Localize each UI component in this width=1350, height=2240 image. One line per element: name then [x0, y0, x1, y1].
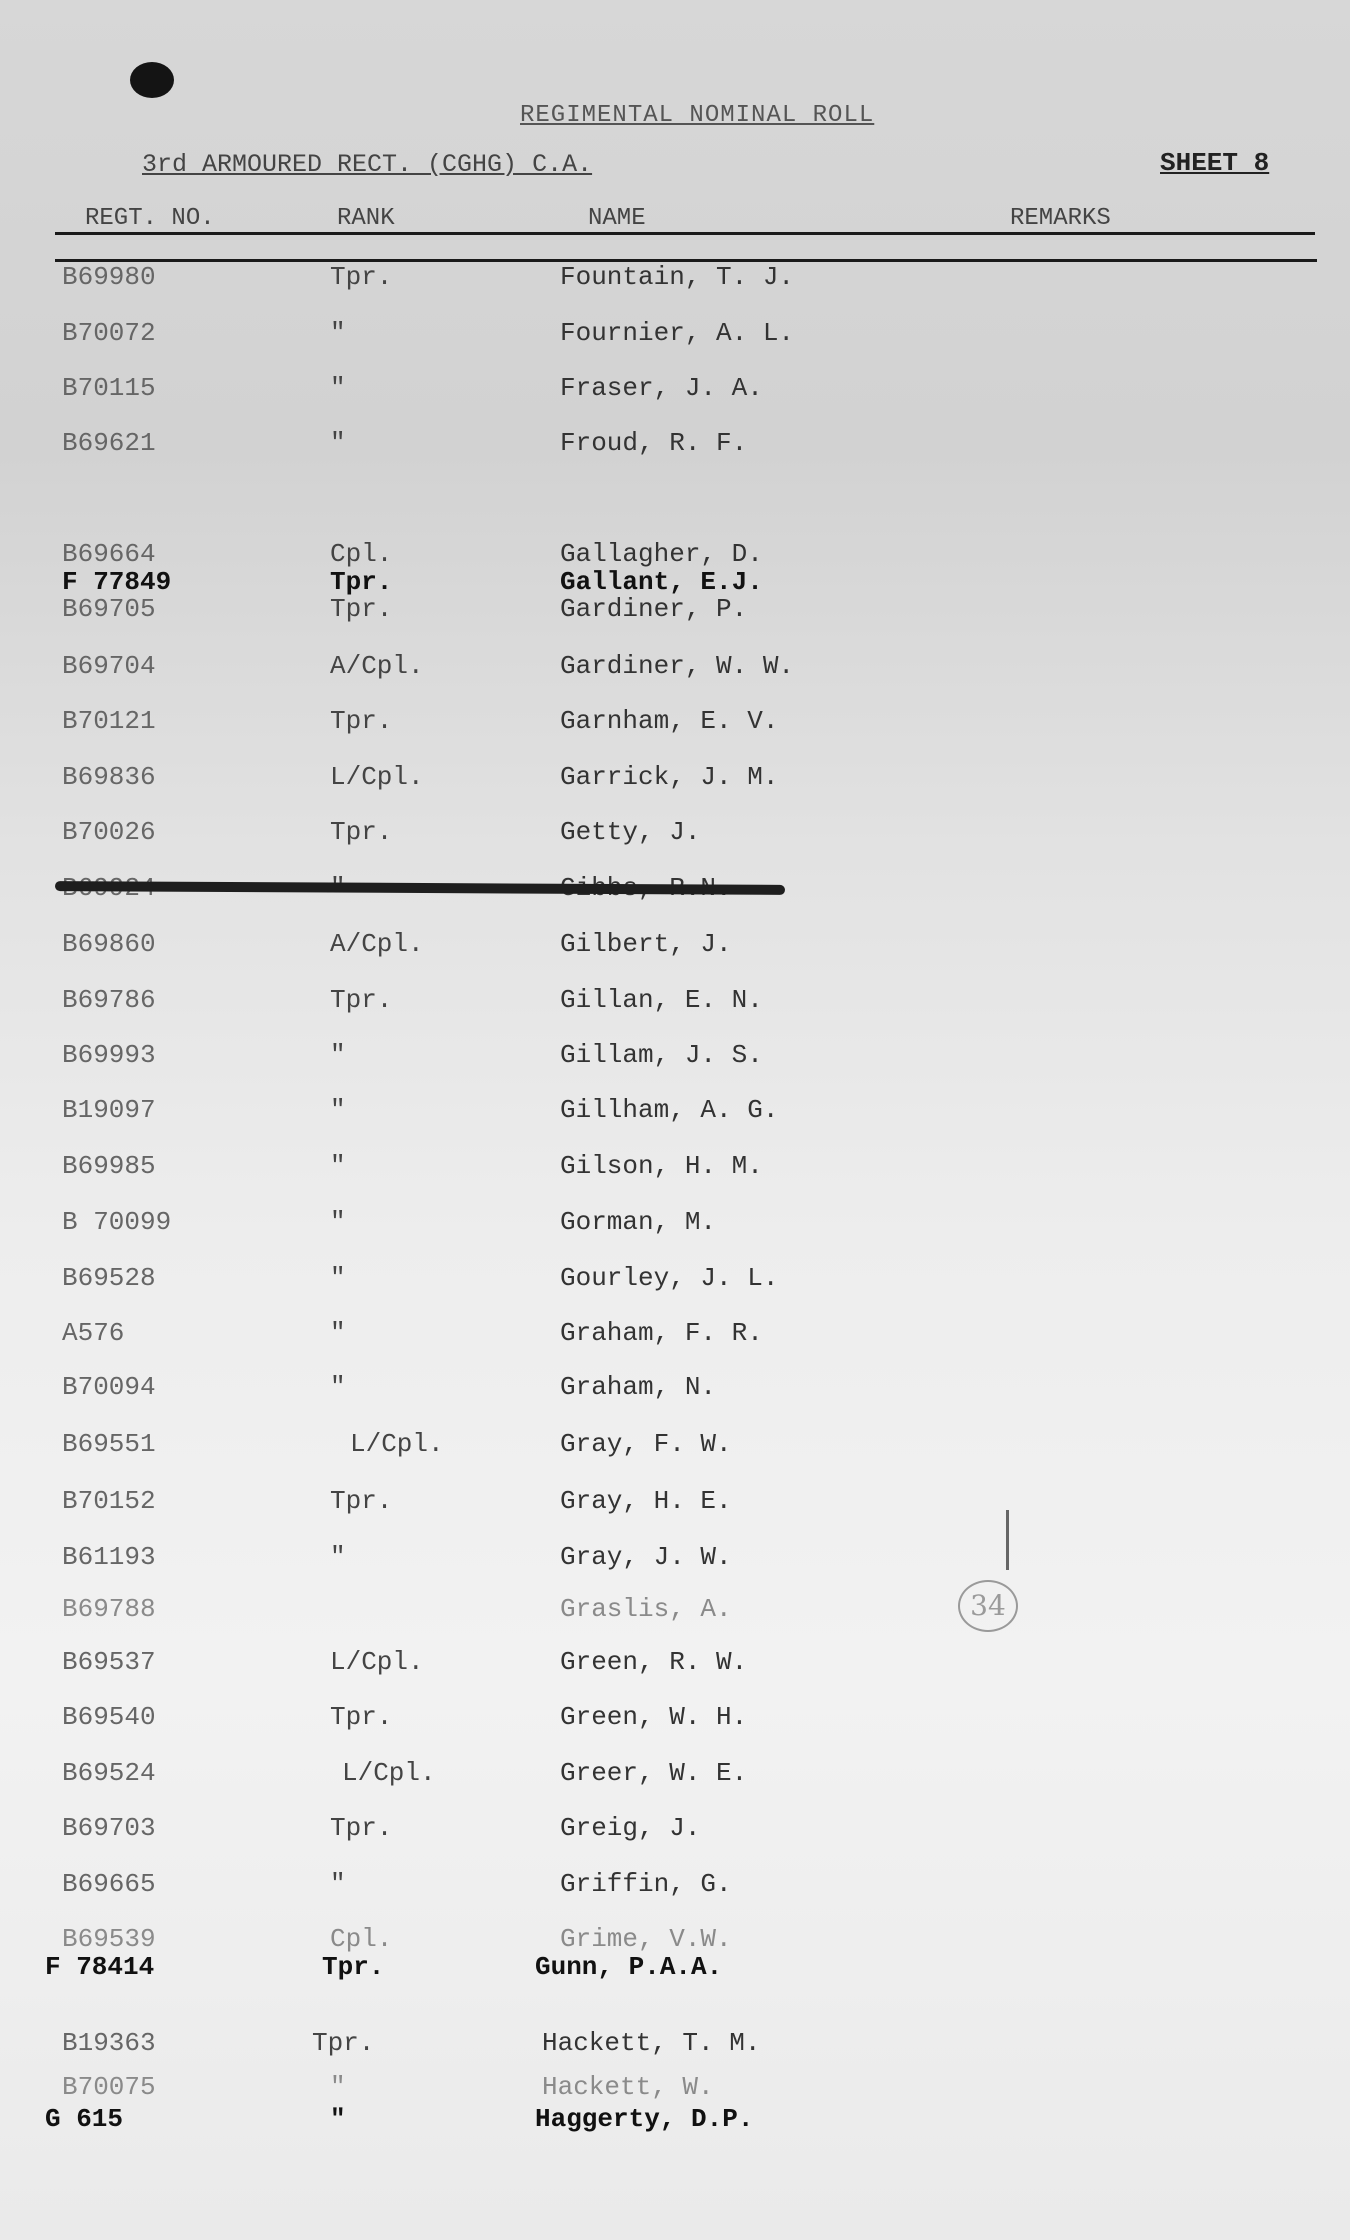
table-row: [0, 1594, 1350, 1628]
rank-cell: L/Cpl.: [330, 762, 424, 792]
regt-no-cell: B70152: [62, 1486, 156, 1516]
table-row: [0, 318, 1350, 352]
regt-no-cell: B69788: [62, 1594, 156, 1624]
rank-cell: Tpr.: [330, 1702, 393, 1732]
table-row: [0, 1542, 1350, 1576]
name-cell: Gillan, E. N.: [560, 985, 763, 1015]
table-row: [0, 985, 1350, 1019]
rank-cell: Tpr.: [330, 706, 393, 736]
regt-no-cell: B70072: [62, 318, 156, 348]
regt-no-cell: B19363: [62, 2028, 156, 2058]
sheet-number: SHEET 8: [1160, 148, 1270, 178]
regt-no-cell: B69786: [62, 985, 156, 1015]
rank-cell: Tpr.: [330, 594, 393, 624]
rank-cell: Tpr.: [312, 2028, 375, 2058]
regt-no-cell: B69539: [62, 1924, 156, 1954]
table-row: [0, 1151, 1350, 1185]
name-cell: Green, R. W.: [560, 1647, 748, 1677]
name-cell: Gillham, A. G.: [560, 1095, 779, 1125]
regt-no-cell: B69993: [62, 1040, 156, 1070]
table-row: [0, 1758, 1350, 1792]
rank-cell: ": [330, 1542, 346, 1572]
regt-no-cell: B70115: [62, 373, 156, 403]
name-cell: Froud, R. F.: [560, 428, 748, 458]
table-row: [0, 1207, 1350, 1241]
name-cell: Fraser, J. A.: [560, 373, 763, 403]
name-cell: Hackett, W.: [542, 2072, 714, 2102]
rank-cell: Tpr.: [330, 262, 393, 292]
table-row: [0, 1952, 1350, 1986]
table-row: [0, 1813, 1350, 1847]
column-header-rank: RANK: [337, 205, 395, 232]
table-row: [0, 1318, 1350, 1352]
rank-cell: A/Cpl.: [330, 929, 424, 959]
table-row: [0, 651, 1350, 685]
table-row: [0, 1869, 1350, 1903]
table-row: [0, 1263, 1350, 1297]
name-cell: Gallant, E.J.: [560, 567, 763, 597]
table-row: [0, 373, 1350, 407]
rank-cell: ": [330, 1095, 346, 1125]
regt-no-cell: G 615: [45, 2104, 124, 2134]
rank-cell: L/Cpl.: [330, 1647, 424, 1677]
table-row: [0, 2028, 1350, 2062]
regt-no-cell: B69985: [62, 1151, 156, 1181]
column-header-remarks: REMARKS: [1010, 205, 1111, 232]
regt-no-cell: B69524: [62, 1758, 156, 1788]
circled-page-note: 34: [958, 1580, 1018, 1632]
regt-no-cell: B 70099: [62, 1207, 172, 1237]
pencil-tick-mark: [1006, 1510, 1009, 1570]
rank-cell: ": [330, 428, 346, 458]
rank-cell: ": [330, 1151, 346, 1181]
rank-cell: ": [330, 373, 346, 403]
name-cell: Graslis, A.: [560, 1594, 732, 1624]
table-row: [0, 1040, 1350, 1074]
regt-no-cell: B69551: [62, 1429, 156, 1459]
name-cell: Garrick, J. M.: [560, 762, 779, 792]
rank-cell: Tpr.: [330, 1486, 393, 1516]
regt-no-cell: B69705: [62, 594, 156, 624]
name-cell: Garnham, E. V.: [560, 706, 779, 736]
regt-no-cell: B70026: [62, 817, 156, 847]
regt-no-cell: B69836: [62, 762, 156, 792]
table-row: [0, 594, 1350, 628]
regt-no-cell: B69704: [62, 651, 156, 681]
table-row: [0, 706, 1350, 740]
name-cell: Grime, V.W.: [560, 1924, 732, 1954]
table-row: [0, 2104, 1350, 2138]
rank-cell: ": [330, 1318, 346, 1348]
rank-cell: ": [330, 1869, 346, 1899]
regt-no-cell: B19097: [62, 1095, 156, 1125]
rank-cell: Tpr.: [330, 1813, 393, 1843]
regt-no-cell: B69537: [62, 1647, 156, 1677]
regt-no-cell: B69860: [62, 929, 156, 959]
rank-cell: ": [330, 2072, 346, 2102]
name-cell: Gorman, M.: [560, 1207, 717, 1237]
table-row: [0, 1372, 1350, 1406]
column-header-name: NAME: [588, 205, 646, 232]
name-cell: Gilson, H. M.: [560, 1151, 763, 1181]
regt-no-cell: A576: [62, 1318, 125, 1348]
name-cell: Haggerty, D.P.: [535, 2104, 754, 2134]
rank-cell: Tpr.: [330, 567, 393, 597]
rank-cell: ": [330, 1263, 346, 1293]
rank-cell: Cpl.: [330, 1924, 393, 1954]
table-row: [0, 1429, 1350, 1463]
name-cell: Green, W. H.: [560, 1702, 748, 1732]
regt-no-cell: B69980: [62, 262, 156, 292]
rank-cell: Tpr.: [330, 817, 393, 847]
name-cell: Gray, J. W.: [560, 1542, 732, 1572]
name-cell: Griffin, G.: [560, 1869, 732, 1899]
table-row: [0, 428, 1350, 462]
punch-hole: [130, 62, 174, 98]
column-header-regt-no: REGT. NO.: [85, 205, 215, 232]
rank-cell: ": [330, 1207, 346, 1237]
regt-no-cell: B69665: [62, 1869, 156, 1899]
regt-no-cell: B69703: [62, 1813, 156, 1843]
rank-cell: ": [330, 2104, 346, 2134]
rank-cell: ": [330, 1040, 346, 1070]
rank-cell: Tpr.: [322, 1952, 385, 1982]
regt-no-cell: B69528: [62, 1263, 156, 1293]
rank-cell: Tpr.: [330, 985, 393, 1015]
table-row: [0, 262, 1350, 296]
name-cell: Gardiner, W. W.: [560, 651, 795, 681]
name-cell: Fountain, T. J.: [560, 262, 795, 292]
name-cell: Greig, J.: [560, 1813, 701, 1843]
name-cell: Graham, F. R.: [560, 1318, 763, 1348]
table-row: [0, 1095, 1350, 1129]
table-row: [0, 1702, 1350, 1736]
header-rule-top: [55, 232, 1315, 235]
table-row: [0, 762, 1350, 796]
name-cell: Gallagher, D.: [560, 539, 763, 569]
table-row: [0, 929, 1350, 963]
regt-no-cell: B69664: [62, 539, 156, 569]
regt-no-cell: B69540: [62, 1702, 156, 1732]
regt-no-cell: B61193: [62, 1542, 156, 1572]
table-row: [0, 1647, 1350, 1681]
name-cell: Getty, J.: [560, 817, 701, 847]
name-cell: Gray, H. E.: [560, 1486, 732, 1516]
name-cell: Gray, F. W.: [560, 1429, 732, 1459]
name-cell: Gunn, P.A.A.: [535, 1952, 723, 1982]
unit-name: 3rd ARMOURED RECT. (CGHG) C.A.: [142, 150, 593, 179]
table-row: [0, 2072, 1350, 2106]
name-cell: Gourley, J. L.: [560, 1263, 779, 1293]
name-cell: Greer, W. E.: [560, 1758, 748, 1788]
rank-cell: Cpl.: [330, 539, 393, 569]
regt-no-cell: F 77849: [62, 567, 172, 597]
regt-no-cell: B70075: [62, 2072, 156, 2102]
rank-cell: ": [330, 318, 346, 348]
rank-cell: L/Cpl.: [350, 1429, 444, 1459]
regt-no-cell: B70121: [62, 706, 156, 736]
regt-no-cell: B69621: [62, 428, 156, 458]
name-cell: Hackett, T. M.: [542, 2028, 761, 2058]
name-cell: Gilbert, J.: [560, 929, 732, 959]
document-title: REGIMENTAL NOMINAL ROLL: [520, 102, 875, 129]
name-cell: Gillam, J. S.: [560, 1040, 763, 1070]
name-cell: Gardiner, P.: [560, 594, 748, 624]
rank-cell: A/Cpl.: [330, 651, 424, 681]
regt-no-cell: F 78414: [45, 1952, 155, 1982]
rank-cell: L/Cpl.: [342, 1758, 436, 1788]
name-cell: Fournier, A. L.: [560, 318, 795, 348]
rank-cell: ": [330, 1372, 346, 1402]
name-cell: Graham, N.: [560, 1372, 717, 1402]
table-row: [0, 1486, 1350, 1520]
table-row: [0, 817, 1350, 851]
regt-no-cell: B70094: [62, 1372, 156, 1402]
